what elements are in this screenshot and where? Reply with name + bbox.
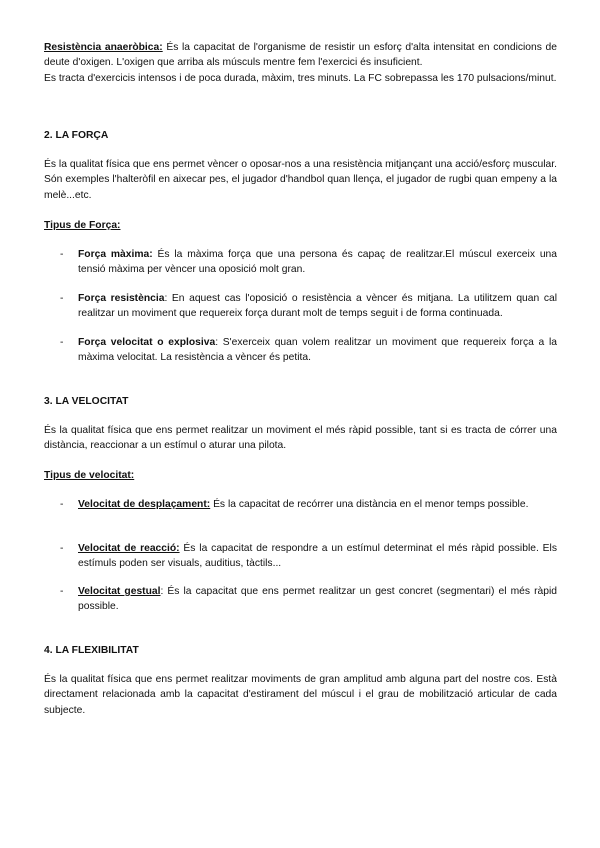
section-heading-velocitat: 3. LA VELOCITAT: [44, 396, 129, 407]
anaerobic-resistance-paragraph: [44, 40, 557, 71]
list-item-text: És la capacitat de respondre a un estímul determinat el més ràpid possible. Els estímuls poden ser visuals, auditius, tàctils...: [78, 543, 557, 570]
list-item-text: : S'exerceix quan volem realitzar un moviment que requereix força a la màxima velocitat. La resistència a vèncer és petita.: [78, 337, 558, 364]
list-item-text: : En aquest cas l'oposició o resistència a vèncer és mitjana. La utilitzem quan cal realitzar un moviment que requereix força durant molt de temps seguit i de forma continuada.: [78, 293, 557, 320]
list-dash: -: [60, 249, 64, 260]
list-item: [60, 584, 557, 615]
list-item-term: Velocitat gestual: [78, 586, 161, 597]
section-heading-forca: 2. LA FORÇA: [44, 130, 109, 141]
list-item: [60, 541, 557, 572]
list-item-term: Velocitat de desplaçament:: [78, 499, 211, 510]
list-item-term: Força màxima:: [78, 249, 153, 260]
forca-types-title: Tipus de Força:: [44, 220, 121, 231]
list-item: [60, 247, 557, 278]
section-heading-flexibilitat: 4. LA FLEXIBILITAT: [44, 645, 139, 656]
list-item-term: Força resistència: [78, 293, 165, 304]
list-dash: -: [60, 293, 64, 304]
list-dash: -: [60, 337, 64, 348]
list-item-text: És la màxima força que una persona és capaç de realitzar.El múscul exerceix una tensió màxima per vèncer una oposició molt gran.: [78, 249, 557, 276]
list-item: [60, 335, 557, 366]
anaerobic-resistance-definition: És la capacitat de l'organisme de resistir un esforç d'alta intensitat en condicions de deute d'oxigen. L'oxigen que arriba als músculs mentre fem l'exercici és insuficient.: [44, 42, 557, 69]
list-item: [60, 497, 557, 512]
forca-paragraph: És la qualitat física que ens permet vèncer o oposar-nos a una resistència mitjançant una acció/esforç muscular. Són exemples l'halteròfil en aixecar pes, el jugador d'handbol quan llença, el jugador de rugbi quan empeny a la melè...etc.: [44, 159, 557, 201]
list-dash: -: [60, 499, 64, 510]
flexibilitat-paragraph: És la qualitat física que ens permet realitzar moviments de gran amplitud amb alguna part del nostre cos. Està directament relacionada amb la capacitat d'estirament del múscul i el grau de mobilització articular de cada subjecte.: [44, 674, 557, 716]
list-dash: -: [60, 586, 64, 597]
velocitat-types-title: Tipus de velocitat:: [44, 470, 135, 481]
velocitat-paragraph: És la qualitat física que ens permet realitzar un moviment el més ràpid possible, tant si es tracta de córrer una distància, reaccionar a un estímul o aturar una pilota.: [44, 425, 557, 452]
anaerobic-resistance-term: Resistència anaeròbica:: [44, 42, 163, 53]
list-item-term: Força velocitat o explosiva: [78, 337, 216, 348]
list-dash: -: [60, 543, 64, 554]
list-item-term: Velocitat de reacció:: [78, 543, 180, 554]
anaerobic-resistance-details: Es tracta d'exercicis intensos i de poca durada, màxim, tres minuts. La FC sobrepassa les 170 pulsacions/minut.: [44, 73, 557, 84]
list-item: [60, 291, 557, 322]
list-item-text: : És la capacitat que ens permet realitzar un gest concret (segmentari) el més ràpid possible.: [78, 586, 557, 613]
list-item-text: És la capacitat de recórrer una distància en el menor temps possible.: [210, 499, 529, 510]
